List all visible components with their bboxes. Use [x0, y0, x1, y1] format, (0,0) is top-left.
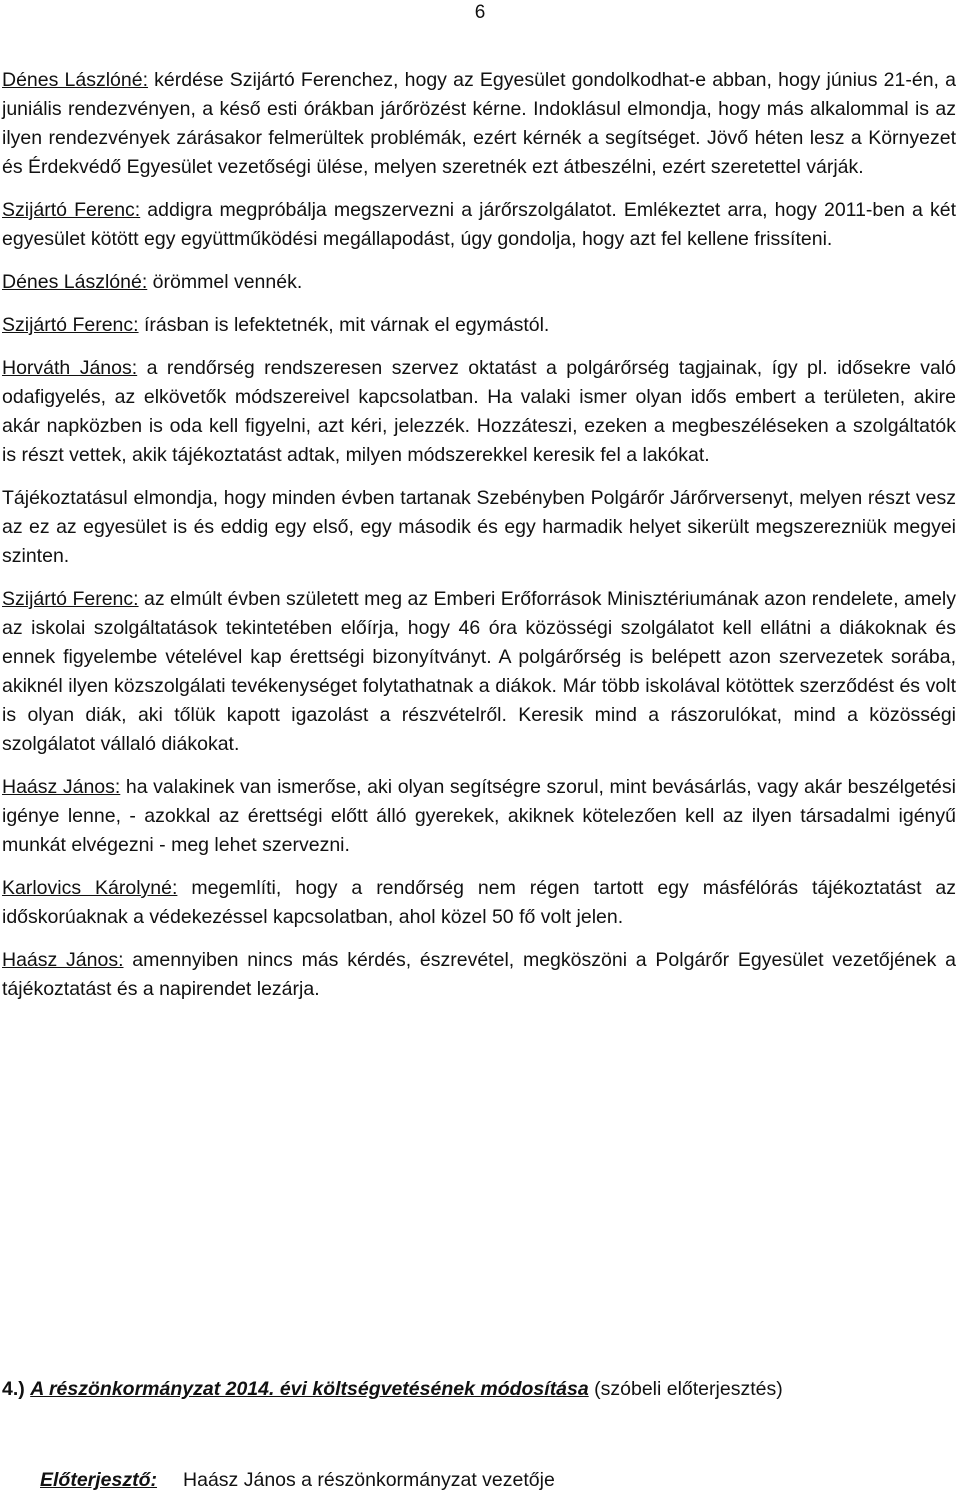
speaker-name: Haász János: [2, 776, 121, 798]
paragraph-text: kérdése Szijártó Ferenchez, hogy az Egyesület gondolkodhat-e abban, hogy június 21-én, a juniális rendezvényen, a késő esti órákban járőrözést kérne. Indoklásul elmondja, hogy más alkalommal is az ilyen rendezvények zárásakor felmerültek problémák, ezért kérnék a segítséget. Jövő héten lesz a Környezet és Érdekvédő Egyesület vezetőségi ülése, melyen szeretnék ezt átbeszélni, ezért szeretettel várják. [2, 69, 956, 178]
agenda-item [2, 1375, 956, 1404]
paragraph-text: Tájékoztatásul elmondja, hogy minden évben tartanak Szebényben Polgárőr Járőrversenyt, melyen részt vesz az ez az egyesület is és eddig egy első, egy második és egy harmadik helyet sikerült megszerezniük megyei szinten. [2, 487, 956, 567]
speaker-name: Karlovics Károlyné: [2, 877, 178, 899]
presenter-label: Előterjesztő: [40, 1469, 158, 1491]
presenter-line [40, 1466, 956, 1495]
paragraph-text: írásban is lefektetnék, mit várnak el egymástól. [138, 314, 550, 336]
paragraph-6 [2, 484, 956, 571]
agenda-number: 4.) [2, 1378, 31, 1400]
paragraph-7 [2, 585, 956, 759]
speaker-name: Dénes Lászlóné: [2, 271, 148, 293]
paragraph-2 [2, 196, 956, 254]
speaker-name: Szijártó Ferenc: [2, 314, 139, 336]
paragraph-text: örömmel vennék. [147, 271, 303, 293]
page-number: 6 [474, 2, 486, 23]
speaker-name: Haász János: [2, 949, 124, 971]
paragraph-8 [2, 773, 956, 860]
paragraph-9 [2, 874, 956, 932]
minutes-body [2, 66, 956, 1018]
paragraph-10 [2, 946, 956, 1004]
paragraph-3 [2, 268, 956, 297]
agenda-note: (szóbeli előterjesztés) [588, 1378, 783, 1400]
paragraph-text: addigra megpróbálja megszervezni a járőrszolgálatot. Emlékeztet arra, hogy 2011-ben a két egyesület kötött egy együttműködési megállapodást, úgy gondolja, hogy azt fel kellene frissíteni. [2, 199, 956, 250]
agenda-title: A részönkormányzat 2014. évi költségvetésének módosítása [30, 1378, 589, 1400]
speaker-name: Szijártó Ferenc: [2, 588, 139, 610]
paragraph-4 [2, 311, 956, 340]
speaker-name: Szijártó Ferenc: [2, 199, 141, 221]
speaker-name: Dénes Lászlóné: [2, 69, 149, 91]
paragraph-text: az elmúlt évben született meg az Emberi Erőforrások Minisztériumának azon rendelete, amely az iskolai szolgáltatások tekintetében előírja, hogy 46 óra közösségi szolgálatot kell ellátni a diákoknak és ennek figyelembe vételével kap érettségi bizonyítványt. A polgárőrség is belépett azon szervezetek sorába, akiknél ilyen közszolgálati tevékenységet folytathatnak a diákok. Már több iskolával kötöttek szerződést és volt is olyan diák, aki tőlük kapott igazolást a részvételről. Keresik mind a rászorulókat, mind a közösségi szolgálatot vállaló diákokat. [2, 588, 956, 755]
paragraph-text: ha valakinek van ismerőse, aki olyan segítségre szorul, mint bevásárlás, vagy akár beszélgetési igénye lenne, - azokkal az érettségi előtt álló gyerekek, akiknek kötelezően kell az ilyen társadalmi igényű munkát elvégezni - meg lehet szervezni. [2, 776, 956, 856]
paragraph-text: amennyiben nincs más kérdés, észrevétel, megköszöni a Polgárőr Egyesület vezetőjének a tájékoztatást és a napirendet lezárja. [2, 949, 956, 1000]
speaker-name: Horváth János: [2, 357, 138, 379]
paragraph-5 [2, 354, 956, 470]
paragraph-1 [2, 66, 956, 182]
presenter-name: Haász János a részönkormányzat vezetője [183, 1469, 555, 1491]
paragraph-text: a rendőrség rendszeresen szervez oktatást a polgárőrség tagjainak, így pl. idősekre való odafigyelés, az elkövetők módszereivel kapcsolatban. Ha valaki ismer olyan idős embert a területen, akire akár napközben is oda kell figyelni, azt kéri, jelezzék. Hozzáteszi, ezeken a megbeszéléseken a szolgáltatók is részt vettek, akik tájékoztatást adtak, milyen módszerekkel keresik fel a lakókat. [2, 357, 956, 466]
paragraph-text: megemlíti, hogy a rendőrség nem régen tartott egy másfélórás tájékoztatást az időskorúaknak a védekezéssel kapcsolatban, ahol közel 50 fő volt jelen. [2, 877, 957, 928]
